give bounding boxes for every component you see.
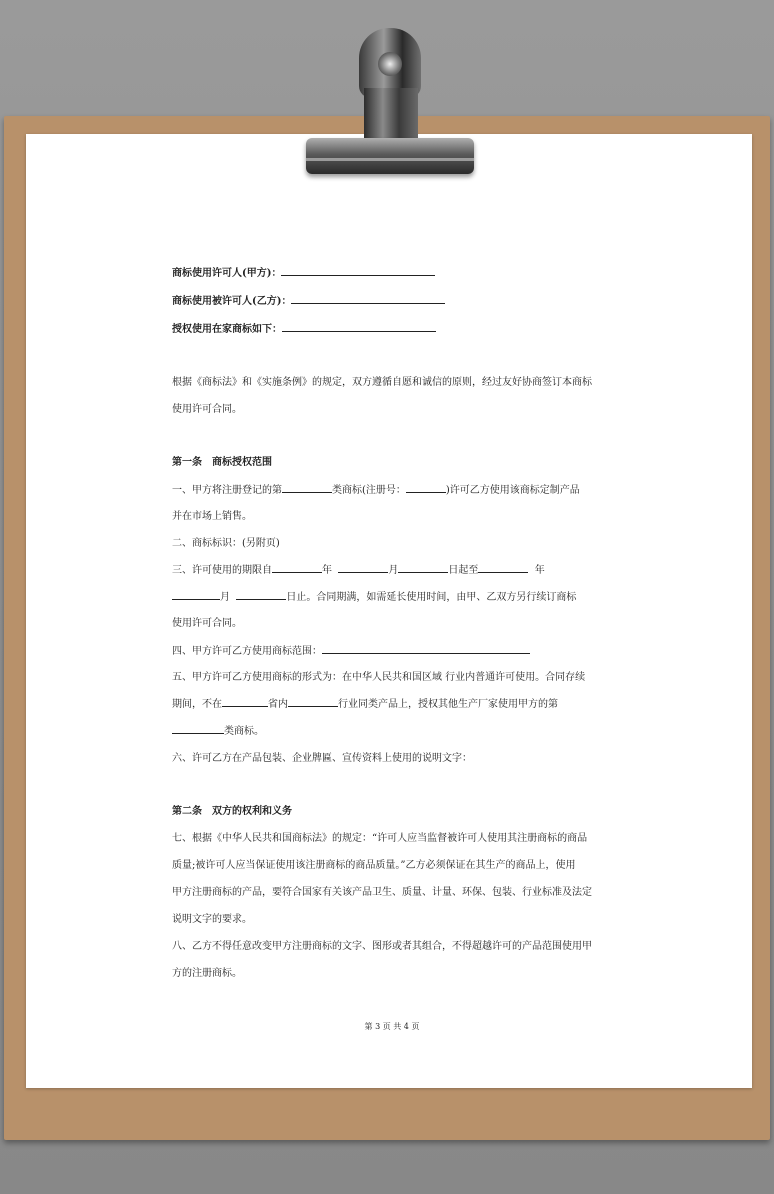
clause-8-line-1: 八、乙方不得任意改变甲方注册商标的文字、图形或者其组合，不得超越许可的产品范围使用甲 xyxy=(172,941,592,952)
trademark-line: 授权使用在家商标如下： xyxy=(172,320,436,335)
licensee-blank xyxy=(291,293,445,304)
licensor-blank xyxy=(281,265,435,276)
clause-3-line-3: 使用许可合同。 xyxy=(172,618,242,629)
scope-blank xyxy=(322,643,530,654)
clause-5-line-3: 类商标。 xyxy=(172,722,264,737)
start-year-blank xyxy=(272,562,322,573)
clause-7-line-2: 质量;被许可人应当保证使用该注册商标的商品质量。”乙方必须保证在其生产的商品上，使用 xyxy=(172,860,576,871)
clause-1-line-2: 并在市场上销售。 xyxy=(172,511,252,522)
clause-5-line-2: 期间，不在 省内 行业同类产品上，授权其他生产厂家使用甲方的第 xyxy=(172,695,558,710)
trademark-blank xyxy=(282,321,436,332)
end-day-blank xyxy=(236,589,286,600)
start-day-blank xyxy=(398,562,448,573)
clause-8-line-2: 方的注册商标。 xyxy=(172,968,242,979)
licensee-line: 商标使用被许可人(乙方)： xyxy=(172,292,445,307)
clause-7-line-4: 说明文字的要求。 xyxy=(172,914,252,925)
clause-2: 二、商标标识：(另附页) xyxy=(172,538,280,549)
registration-no-blank xyxy=(406,482,446,493)
clause-6: 六、许可乙方在产品包装、企业牌匾、宣传资料上使用的说明文字： xyxy=(172,753,472,764)
licensor-line: 商标使用许可人(甲方)： xyxy=(172,264,435,279)
industry-blank xyxy=(288,696,338,707)
class-blank xyxy=(282,482,332,493)
class2-blank xyxy=(172,723,224,734)
clause-7-line-3: 甲方注册商标的产品，要符合国家有关该产品卫生、质量、计量、环保、包装、行业标准及法定 xyxy=(172,887,592,898)
section2-title: 第二条 双方的权利和义务 xyxy=(172,806,292,817)
binder-clip-edge xyxy=(306,158,474,161)
clause-7-line-1: 七、根据《中华人民共和国商标法》的规定：“许可人应当监督被许可人使用其注册商标的商品 xyxy=(172,833,588,844)
section1-title: 第一条 商标授权范围 xyxy=(172,457,272,468)
page-footer: 第 3 页 共 4 页 xyxy=(364,1022,420,1031)
clause-3-line-2: 月 日止。合同期满，如需延长使用时间，由甲、乙双方另行续订商标 xyxy=(172,588,576,603)
intro-line-2: 使用许可合同。 xyxy=(172,404,242,415)
clause-3-line-1: 三、许可使用的期限自 年 月 日起至 年 xyxy=(172,561,545,576)
binder-clip-neck xyxy=(364,88,418,142)
clause-1-line-1: 一、甲方将注册登记的第 类商标(注册号： )许可乙方使用该商标定制产品 xyxy=(172,481,580,496)
province-blank xyxy=(222,696,268,707)
clause-4: 四、甲方许可乙方使用商标范围： xyxy=(172,642,530,657)
end-year-blank xyxy=(478,562,528,573)
end-month-blank xyxy=(172,589,220,600)
intro-line-1: 根据《商标法》和《实施条例》的规定，双方遵循自愿和诚信的原则，经过友好协商签订本商标 xyxy=(172,377,592,388)
binder-clip-hole xyxy=(378,52,402,76)
clause-5-line-1: 五、甲方许可乙方使用商标的形式为：在中华人民共和国区域 行业内普通许可使用。合同存续 xyxy=(172,672,586,683)
start-month-blank xyxy=(338,562,388,573)
binder-clip-base xyxy=(306,138,474,174)
